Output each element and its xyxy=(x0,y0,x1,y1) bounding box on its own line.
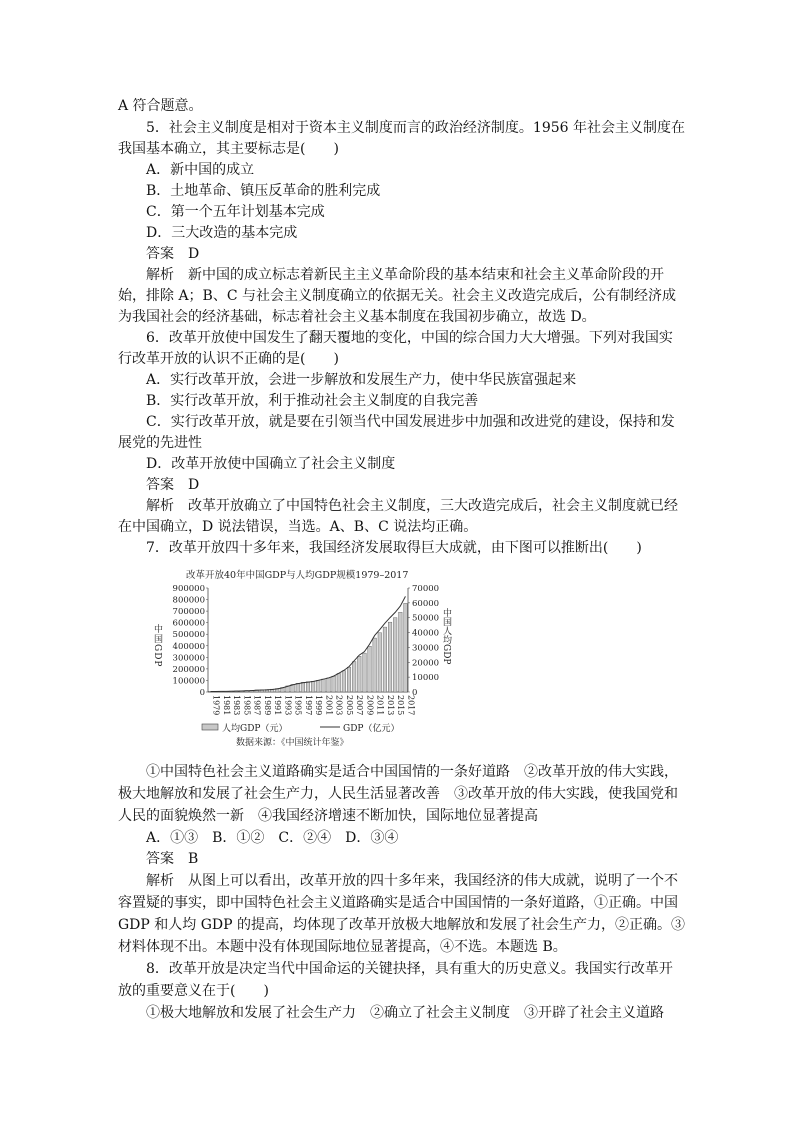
x-tick-label: 2017 xyxy=(406,695,416,716)
chart-source: 数据来源：《中国统计年鉴》 xyxy=(236,738,349,748)
text-line: 行改革开放的认识不正确的是( ) xyxy=(118,351,339,367)
text-line: 我国基本确立，其主要标志是( ) xyxy=(118,141,339,157)
chart-plot xyxy=(208,588,408,692)
x-tick-label: 1997 xyxy=(303,695,313,716)
x-tick-label: 2001 xyxy=(324,695,334,716)
bar-per-capita-gdp xyxy=(357,656,361,692)
bar-per-capita-gdp xyxy=(342,671,346,692)
text-line: 展党的先进性 xyxy=(118,435,202,451)
bar-per-capita-gdp xyxy=(404,603,408,692)
bar-per-capita-gdp xyxy=(322,679,326,692)
x-tick-label: 2013 xyxy=(385,695,395,716)
text-line: 放的重要意义在于( ) xyxy=(118,983,269,999)
right-tick-label: 70000 xyxy=(412,584,440,594)
text-line: 为我国社会的经济基础，标志着社会主义基本制度在我国初步确立，故选 D。 xyxy=(118,309,596,325)
analysis: 解析 新中国的成立标志着新民主主义革命阶段的基本结束和社会主义革命阶段的开 xyxy=(146,267,664,283)
bar-per-capita-gdp xyxy=(296,683,300,692)
question-5-stem: 5．社会主义制度是相对于资本主义制度而言的政治经济制度。1956 年社会主义制度在 xyxy=(146,120,685,136)
left-tick-label: 900000 xyxy=(172,584,205,594)
left-axis-label: 中国GDP xyxy=(152,624,162,668)
bar-per-capita-gdp xyxy=(373,638,377,692)
left-tick-label: 700000 xyxy=(172,607,205,618)
x-tick-label: 1993 xyxy=(283,695,293,716)
x-axis xyxy=(212,695,416,715)
legend-item-bar: 人均GDP（元） xyxy=(222,724,288,734)
bar-per-capita-gdp xyxy=(337,673,341,692)
left-tick-label: 200000 xyxy=(172,664,205,675)
bar-per-capita-gdp xyxy=(332,676,336,692)
bar-per-capita-gdp xyxy=(378,633,382,692)
gdp-chart xyxy=(150,564,451,750)
statement-line: ①中国特色社会主义道路确实是适合中国国情的一条好道路 ②改革开放的伟大实践， xyxy=(146,764,678,780)
x-tick-label: 1979 xyxy=(211,695,221,716)
bar-per-capita-gdp xyxy=(363,653,367,692)
x-tick-label: 1999 xyxy=(314,695,324,716)
text-line: GDP 和人均 GDP 的提高，均体现了改革开放极大地解放和发展了社会生产力，②正确。③ xyxy=(118,917,686,933)
legend-item-line: GDP（亿元） xyxy=(343,724,400,734)
bar-per-capita-gdp xyxy=(327,678,331,692)
bar-per-capita-gdp xyxy=(393,618,397,692)
option-c: C．第一个五年计划基本完成 xyxy=(146,204,325,220)
answer: 答案 D xyxy=(146,246,200,262)
right-tick-label: 0 xyxy=(412,688,418,698)
left-tick-label: 800000 xyxy=(172,595,205,606)
legend-bar-swatch xyxy=(202,724,218,730)
bar-per-capita-gdp xyxy=(311,681,315,692)
question-7-stem: 7．改革开放四十多年来，我国经济发展取得巨大成就，由下图可以推断出( ) xyxy=(146,540,642,556)
bar-per-capita-gdp xyxy=(301,682,305,692)
right-tick-label: 60000 xyxy=(412,598,440,609)
question-6-stem: 6．改革开放使中国发生了翻天覆地的变化，中国的综合国力大大增强。下列对我国实 xyxy=(146,330,673,346)
question-8-stem: 8．改革开放是决定当代中国命运的关键抉择，具有重大的历史意义。我国实行改革开 xyxy=(146,961,673,977)
option-d: D．三大改造的基本完成 xyxy=(146,225,298,241)
right-axis-label: 中国人均GDP xyxy=(441,608,451,665)
option-b: B．土地革命、镇压反革命的胜利完成 xyxy=(146,183,381,199)
x-tick-label: 1983 xyxy=(232,695,242,716)
bar-per-capita-gdp xyxy=(316,680,320,692)
text-line: A 符合题意。 xyxy=(118,98,203,114)
analysis: 解析 从图上可以看出，改革开放的四十多年来，我国经济的伟大成就，说明了一个不 xyxy=(146,873,678,889)
option-a: A．新中国的成立 xyxy=(146,162,255,178)
chart-title: 改革开放40年中国GDP与人均GDP规模1979–2017 xyxy=(186,570,409,581)
x-tick-label: 2009 xyxy=(365,695,375,716)
right-axis xyxy=(408,584,439,698)
x-tick-label: 2011 xyxy=(375,695,385,716)
chart-legend xyxy=(202,722,399,734)
right-tick-label: 20000 xyxy=(412,658,440,669)
statement-line: ①极大地解放和发展了社会生产力 ②确立了社会主义制度 ③开辟了社会主义道路 xyxy=(146,1005,664,1021)
left-tick-label: 600000 xyxy=(172,618,205,629)
x-tick-label: 2005 xyxy=(344,695,354,716)
bar-per-capita-gdp xyxy=(352,662,356,692)
text-line: 人民的面貌焕然一新 ④我国经济增速不断加快，国际地位显著提高 xyxy=(118,808,538,824)
x-tick-label: 1981 xyxy=(221,695,231,716)
x-tick-label: 2007 xyxy=(355,695,365,716)
right-tick-label: 30000 xyxy=(412,643,440,654)
analysis: 解析 改革开放确立了中国特色社会主义制度，三大改造完成后，社会主义制度就已经 xyxy=(146,498,678,514)
answer: 答案 B xyxy=(146,851,199,867)
answer: 答案 D xyxy=(146,477,200,493)
option-c: C．实行改革开放，就是要在引领当代中国发展进步中加强和改进党的建设，保持和发 xyxy=(146,414,675,430)
text-line: 极大地解放和发展了社会生产力，人民生活显著改善 ③改革开放的伟大实践，使我国党和 xyxy=(118,786,678,802)
left-tick-label: 400000 xyxy=(172,641,205,652)
text-line: 始，排除 A；B、C 与社会主义制度确立的依据无关。社会主义改造完成后，公有制经济成 xyxy=(118,288,677,304)
bar-per-capita-gdp xyxy=(383,627,387,692)
x-tick-label: 2015 xyxy=(396,695,406,716)
x-tick-label: 2003 xyxy=(334,695,344,716)
bar-per-capita-gdp xyxy=(399,612,403,692)
right-tick-label: 50000 xyxy=(412,613,440,624)
right-tick-label: 40000 xyxy=(412,628,440,639)
x-tick-label: 1989 xyxy=(262,695,272,716)
left-tick-label: 300000 xyxy=(172,653,205,664)
option-b: B．实行改革开放，利于推动社会主义制度的自我完善 xyxy=(146,393,479,409)
x-tick-label: 1985 xyxy=(242,695,252,716)
x-tick-label: 1995 xyxy=(293,695,303,716)
options-line: A．①③ B．①② C．②④ D．③④ xyxy=(146,830,399,846)
x-tick-label: 1991 xyxy=(273,695,283,716)
bar-per-capita-gdp xyxy=(306,682,310,692)
text-line: 容置疑的事实，即中国特色社会主义道路确实是适合中国国情的一条好道路，①正确。中国 xyxy=(118,895,678,911)
left-tick-label: 0 xyxy=(199,688,205,698)
bar-per-capita-gdp xyxy=(388,622,392,692)
text-line: 在中国确立，D 说法错误，当选。A、B、C 说法均正确。 xyxy=(118,519,478,535)
bar-per-capita-gdp xyxy=(368,646,372,692)
right-tick-label: 10000 xyxy=(412,673,440,684)
left-tick-label: 500000 xyxy=(172,630,205,641)
option-a: A．实行改革开放，会进一步解放和发展生产力，使中华民族富强起来 xyxy=(146,372,577,388)
option-d: D．改革开放使中国确立了社会主义制度 xyxy=(146,456,396,472)
left-tick-label: 100000 xyxy=(172,676,205,687)
text-line: 材料体现不出。本题中没有体现国际地位显著提高，④不选。本题选 B。 xyxy=(118,939,567,955)
bar-per-capita-gdp xyxy=(347,667,351,692)
x-tick-label: 1987 xyxy=(252,695,262,716)
left-axis xyxy=(173,584,208,698)
